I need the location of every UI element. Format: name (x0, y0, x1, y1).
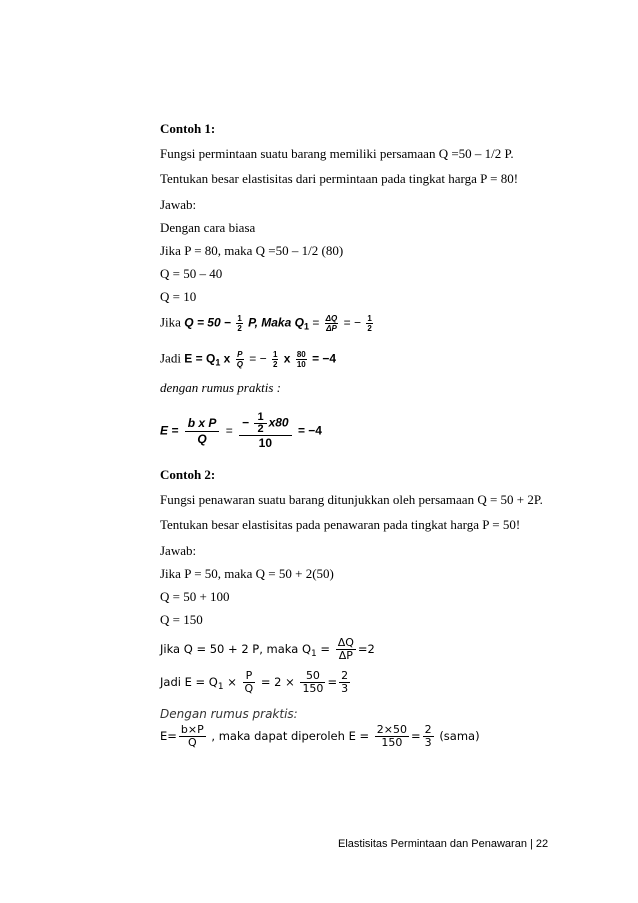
img-row-praktis: E= $\frac{b\times P}{Q}$ , maka dapat diperoleh E = $\frac{2\times 50}{150}$ = $\frac{2}{3}$ (sama) (160, 723, 480, 749)
contoh2-question-line1: Fungsi penawaran suatu barang ditunjukkan oleh persamaan Q = 50 + 2P. (160, 492, 543, 507)
rumus-praktis-label: dengan rumus praktis : (160, 380, 281, 395)
contoh1-question-line1: Fungsi permintaan suatu barang memiliki persamaan Q =50 – 1/2 P. (160, 146, 514, 161)
img-rumus-praktis: Dengan rumus praktis: (160, 707, 298, 721)
contoh2-jawab: Jawab: (160, 543, 197, 558)
contoh1-heading: Contoh 1: (160, 121, 216, 136)
contoh1-step3: Q = 10 (160, 289, 197, 304)
contoh2-heading: Contoh 2: (160, 467, 216, 482)
img-row-jadi-e: Jadi $E = Q_1$ × $\frac{P}{Q}$ = 2 × $\frac{50}{150}$ = $\frac{2}{3}$ (160, 669, 349, 695)
contoh2-step2: Q = 50 + 100 (160, 589, 230, 604)
page-footer: Elastisitas Permintaan dan Penawaran | 22 (338, 838, 549, 850)
contoh1-step2: Q = 50 – 40 (160, 266, 223, 281)
contoh2-step3: Q = 150 (160, 612, 203, 627)
contoh1-jawab: Jawab: (160, 197, 197, 212)
equation-maka-q1: Jika Q = 50 − $\frac{1}{2}$ P, Maka $Q_1$ = $\frac{\Delta Q}{\Delta P}$ = − $\frac{1}{2}$ (160, 314, 372, 333)
contoh1-question-line2: Tentukan besar elastisitas dari permintaan pada tingkat harga P = 80! (160, 171, 519, 186)
contoh1-step1: Jika P = 80, maka Q =50 – 1/2 (80) (160, 243, 344, 258)
contoh1-cara-biasa: Dengan cara biasa (160, 220, 256, 235)
contoh2-step1: Jika P = 50, maka Q = 50 + 2(50) (160, 566, 334, 581)
equation-praktis: E = $\frac{\text{b x P}}{Q}$ = − $\frac{1}{2}$ x80 10 = −4 (160, 411, 322, 450)
img-row-maka-q1: Jika Q = 50 + 2 P, maka $Q_1$ = $\frac{\Delta Q}{\Delta P}$ =2 (160, 636, 375, 662)
contoh2-question-line2: Tentukan besar elastisitas pada penawaran pada tingkat harga P = 50! (160, 517, 521, 532)
equation-jadi-e: Jadi $E = Q_1$ x $\frac{P}{Q}$ = − $\frac{1}{2}$ x $\frac{80}{10}$ = −4 (160, 350, 337, 369)
